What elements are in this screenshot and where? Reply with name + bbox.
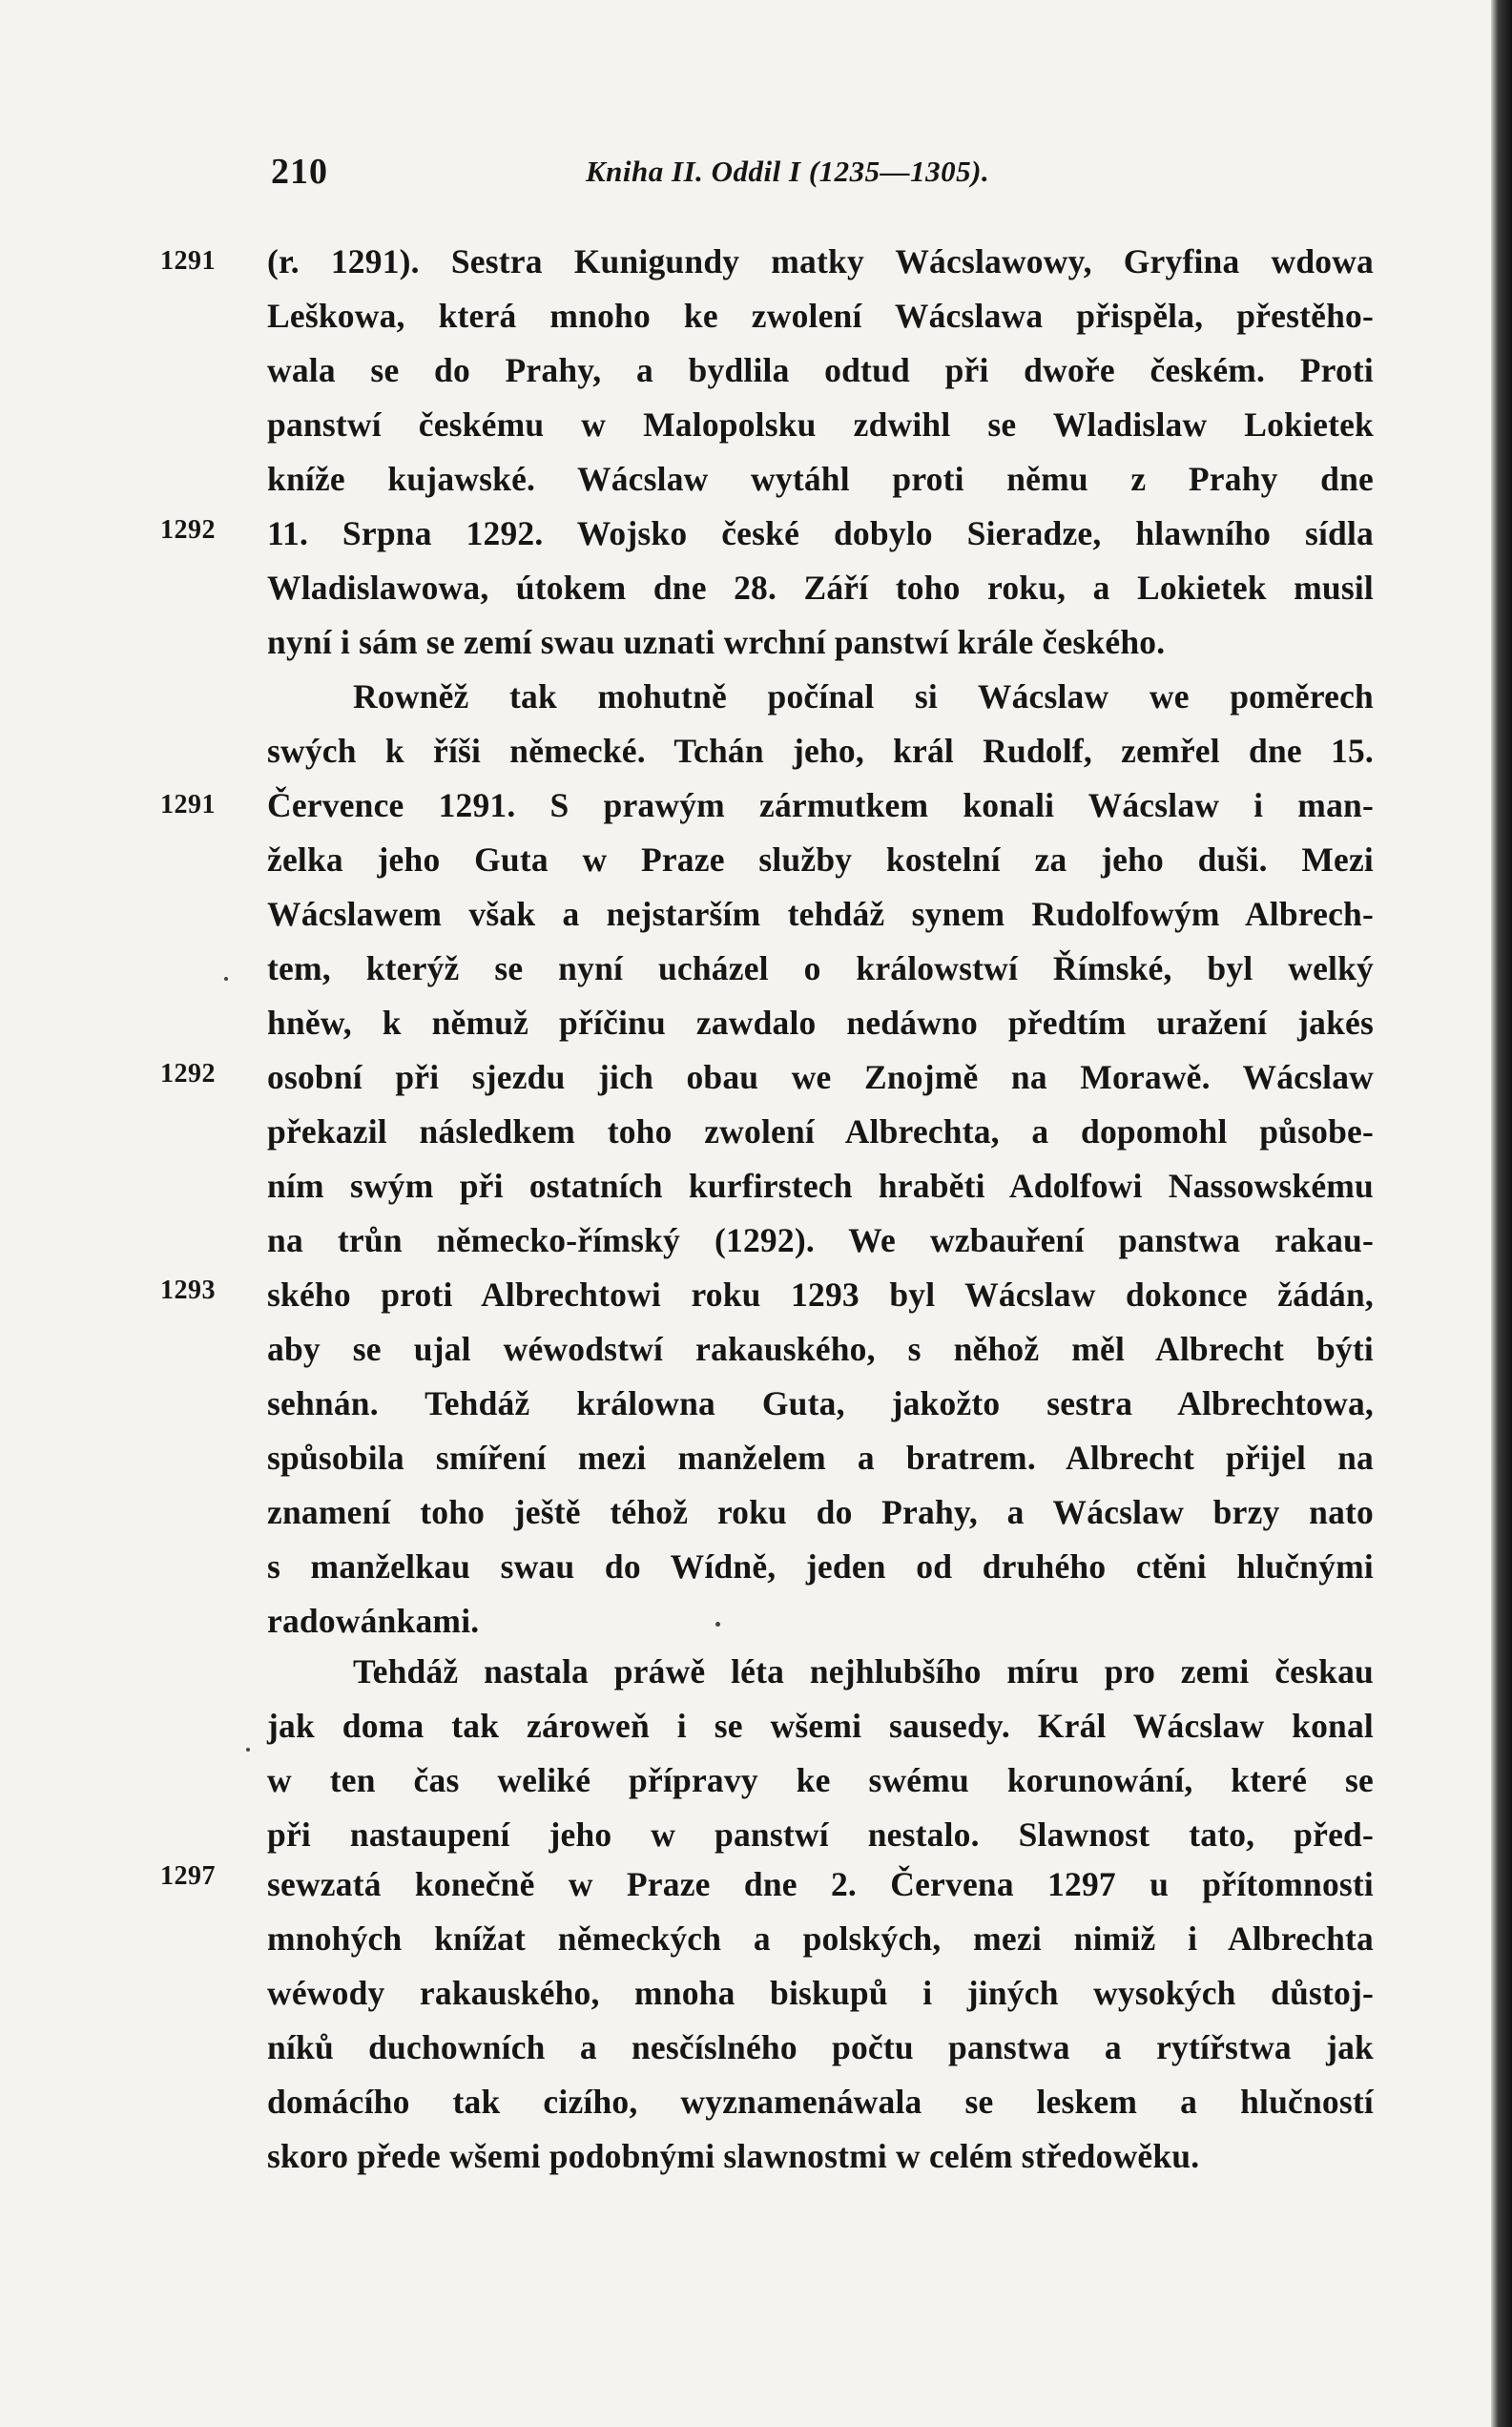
scan-edge-shadow xyxy=(1491,0,1512,2427)
running-head: Kniha II. Oddil I (1235—1305). xyxy=(586,155,990,188)
ink-speck xyxy=(246,1748,250,1752)
margin-year: 1292 xyxy=(160,515,216,545)
ink-speck xyxy=(224,977,228,981)
text-line: osobní při sjezdu jich obau we Znojmě na Morawě. Wácslaw xyxy=(267,1058,1374,1096)
text-line: Wácslawem však a nejstarším tehdáž synem Rudolfowým Albrech- xyxy=(267,895,1374,933)
text-line: níků duchowních a nesčíslného počtu panstwa a rytířstwa jak xyxy=(267,2028,1374,2066)
margin-year: 1291 xyxy=(160,246,216,276)
text-line: mnohých knížat německých a polských, mezi nimiž i Albrechta xyxy=(267,1919,1374,1958)
text-line: Wladislawowa, útokem dne 28. Září toho roku, a Lokietek musil xyxy=(267,569,1374,607)
text-line: 11. Srpna 1292. Wojsko české dobylo Sieradze, hlawního sídla xyxy=(267,514,1374,552)
text-line: sewzatá konečně w Praze dne 2. Červena 1297 u přítomnosti xyxy=(267,1865,1374,1903)
text-line: tem, kterýž se nyní ucházel o králowstwí Římské, byl welký xyxy=(267,949,1374,987)
margin-year: 1297 xyxy=(160,1861,216,1891)
text-line: sehnán. Tehdáž králowna Guta, jakožto sestra Albrechtowa, xyxy=(267,1384,1374,1422)
text-line: znamení toho ještě téhož roku do Prahy, a Wácslaw brzy nato xyxy=(267,1493,1374,1531)
text-line: želka jeho Guta w Praze služby kostelní za jeho duši. Mezi xyxy=(267,840,1374,879)
text-line: hněw, k němuž příčinu zawdalo nedáwno předtím uražení jakés xyxy=(267,1004,1374,1042)
margin-year: 1293 xyxy=(160,1276,216,1305)
text-line: radowánkami. xyxy=(267,1602,480,1640)
text-line: spůsobila smíření mezi manželem a bratrem. Albrecht přijel na xyxy=(267,1439,1374,1477)
text-line: s manželkau swau do Wídně, jeden od druhého ctěni hlučnými xyxy=(267,1547,1374,1586)
margin-year: 1291 xyxy=(160,790,216,819)
text-line: swých k říši německé. Tchán jeho, král Rudolf, zemřel dne 15. xyxy=(267,732,1374,770)
text-line: Leškowa, která mnoho ke zwolení Wácslawa přispěla, přestěho- xyxy=(267,297,1374,335)
text-line: domácího tak cizího, wyznamenáwala se leskem a hlučností xyxy=(267,2083,1374,2121)
text-line: panstwí českému w Malopolsku zdwihl se Wladislaw Lokietek xyxy=(267,405,1374,444)
text-line: (r. 1291). Sestra Kunigundy matky Wácslawowy, Gryfina wdowa xyxy=(267,242,1374,280)
text-line: jak doma tak zároweň i se wšemi sausedy. Král Wácslaw konal xyxy=(267,1707,1374,1745)
page-number: 210 xyxy=(271,152,328,192)
text-line: Rowněž tak mohutně počínal si Wácslaw we poměrech xyxy=(353,677,1374,716)
text-line: wéwody rakauského, mnoha biskupů i jiných wysokých důstoj- xyxy=(267,1974,1374,2012)
text-line: w ten čas weliké přípravy ke swému korunowání, které se xyxy=(267,1761,1374,1799)
page-header xyxy=(271,151,1368,208)
text-line: Července 1291. S prawým zármutkem konali Wácslaw i man- xyxy=(267,786,1374,824)
ink-speck xyxy=(715,1622,720,1627)
text-line: nyní i sám se zemí swau uznati wrchní panstwí krále českého. xyxy=(267,623,1166,661)
text-line: ského proti Albrechtowi roku 1293 byl Wácslaw dokonce žádán, xyxy=(267,1276,1374,1314)
text-line: při nastaupení jeho w panstwí nestalo. Slawnost tato, před- xyxy=(267,1815,1374,1854)
text-line: aby se ujal wéwodstwí rakauského, s něhož měl Albrecht býti xyxy=(267,1330,1374,1368)
text-line: skoro přede wšemi podobnými slawnostmi w celém středowěku. xyxy=(267,2137,1200,2175)
text-line: ním swým při ostatních kurfirstech hraběti Adolfowi Nassowskému xyxy=(267,1167,1374,1205)
text-line: kníže kujawské. Wácslaw wytáhl proti němu z Prahy dne xyxy=(267,460,1374,498)
text-line: na trůn německo-římský (1292). We wzbauření panstwa rakau- xyxy=(267,1221,1374,1259)
text-line: wala se do Prahy, a bydlila odtud při dwoře českém. Proti xyxy=(267,351,1374,389)
text-line: překazil následkem toho zwolení Albrechta, a dopomohl působe- xyxy=(267,1112,1374,1151)
text-line: Tehdáž nastala práwě léta nejhlubšího míru pro zemi českau xyxy=(353,1652,1374,1691)
margin-year: 1292 xyxy=(160,1059,216,1089)
